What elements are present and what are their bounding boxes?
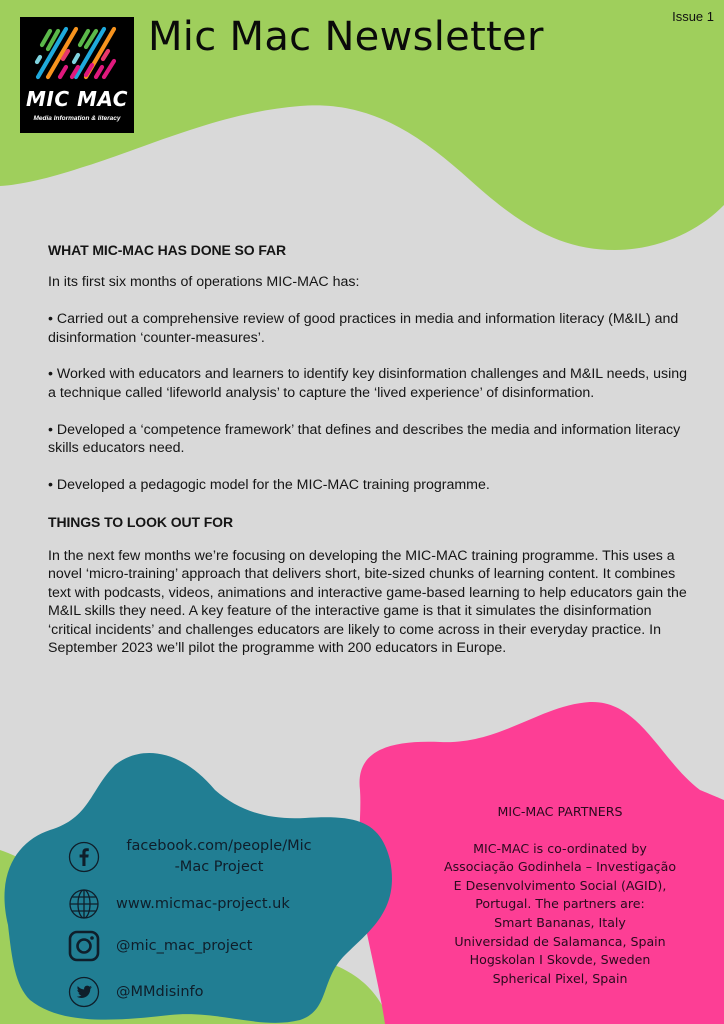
partners-heading: MIC-MAC PARTNERS — [497, 804, 623, 819]
facebook-line-2: -Mac Project — [174, 859, 264, 875]
section-heading-done-so-far: WHAT MIC-MAC HAS DONE SO FAR — [48, 242, 287, 258]
partners-line: Associação Godinhela – Investigação — [443, 859, 677, 875]
website-link-text[interactable]: www.micmac-project.uk — [116, 895, 290, 912]
partners-line: Portugal. The partners are: — [475, 896, 645, 912]
facebook-link[interactable] — [68, 836, 324, 878]
partner-item: Hogskolan I Skovde, Sweden — [469, 952, 651, 968]
partner-item: Spherical Pixel, Spain — [492, 970, 628, 986]
section-body: In the next few months we’re focusing on developing the MIC-MAC training programme. This uses a novel ‘micro-training’ approach that delivers short, bite-sized chunks of learning content. It combines text with podcasts, videos, animations and interactive game-based learning to help educators gain the M&IL skills they need. A key feature of the interactive game is that it simulates the disinformation ‘critical incidents’ and challenges educators are likely to come across in their everyday practice. In September 2023 we’ll pilot the programme with 200 educators in Europe. — [48, 548, 687, 657]
instagram-link-text[interactable]: @mic_mac_project — [116, 937, 253, 954]
instagram-link[interactable] — [68, 930, 252, 962]
twitter-icon — [68, 976, 100, 1008]
mic-mac-logo — [20, 17, 134, 133]
partners-box — [410, 803, 710, 988]
partner-item: Smart Bananas, Italy — [494, 914, 626, 930]
section-heading-look-out-for: THINGS TO LOOK OUT FOR — [48, 513, 233, 530]
logo-title: MIC MAC — [26, 87, 128, 111]
twitter-link[interactable] — [68, 976, 204, 1008]
partner-item: Universidad de Salamanca, Spain — [454, 933, 666, 949]
globe-icon — [68, 888, 100, 920]
bullet-item: • Developed a ‘competence framework’ that defines and describes the media and information literacy skills educators need. — [48, 421, 681, 457]
logo-tagline: Media Information & literacy — [33, 115, 121, 122]
bullet-item: • Worked with educators and learners to identify key disinformation challenges and M&IL needs, using a technique called ‘lifeworld analysis’ to capture the ‘lived experience’ of disinformation. — [48, 366, 688, 401]
twitter-link-text[interactable]: @MMdisinfo — [116, 983, 204, 1000]
partners-line: MIC-MAC is co-ordinated by — [473, 840, 647, 856]
section-intro: In its first six months of operations MIC-MAC has: — [48, 274, 360, 291]
page-title: Mic Mac Newsletter — [148, 14, 544, 60]
facebook-link-text[interactable] — [114, 836, 324, 878]
bullet-item: • Developed a pedagogic model for the MIC-MAC training programme. — [48, 476, 490, 493]
facebook-line-1: facebook.com/people/Mic — [126, 838, 312, 854]
facebook-icon — [68, 841, 100, 873]
website-link[interactable] — [68, 888, 290, 920]
partners-line: E Desenvolvimento Social (AGID), — [453, 877, 667, 893]
logo-stripes-icon — [30, 25, 124, 87]
instagram-icon — [68, 930, 100, 962]
bullet-item: • Carried out a comprehensive review of good practices in media and information literacy (M&IL) and disinformation ‘counter-measures’. — [48, 311, 679, 346]
main-content — [48, 241, 688, 676]
issue-number: Issue 1 — [672, 9, 714, 24]
